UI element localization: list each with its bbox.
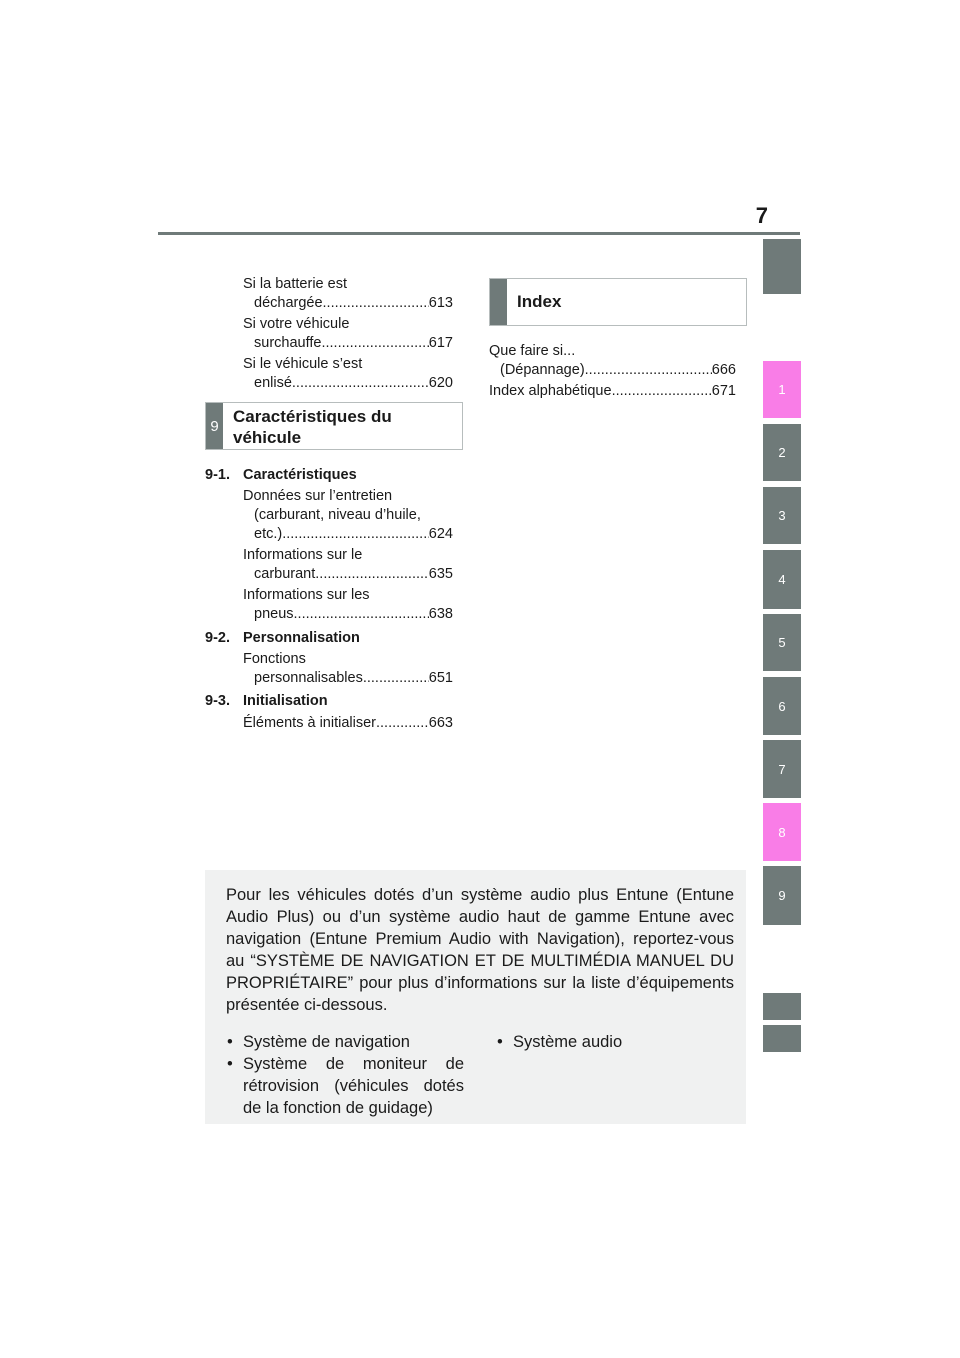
- side-tab-3[interactable]: 3: [763, 487, 801, 544]
- page-ref: 671: [711, 383, 736, 399]
- toc-entry[interactable]: Éléments à initialiser ..... 663: [243, 714, 453, 733]
- toc-entry[interactable]: Informations sur le carburant ..... 635: [243, 546, 453, 584]
- toc-entry[interactable]: Fonctions personnalisables ..... 651: [243, 650, 453, 688]
- index-tab-marker: [490, 279, 507, 325]
- note-text: Pour les véhicules dotés d’un système audio plus Entune (Entune Audio Plus) ou d’un système audio haut de gamme Entune avec navigation (Entune Premium Audio with Navigation), reportez-vous au “SYSTÈME DE NAVIGATION ET DE MULTIMÉDIA MANUEL DU PROPRIÉTAIRE” pour plus d’informations sur la liste d’équipements présentée ci-dessous.: [226, 886, 734, 1014]
- toc-entry[interactable]: Si le véhicule s’est enlisé ..... 620: [243, 355, 453, 393]
- page-ref: 638: [428, 606, 453, 622]
- side-tab-8[interactable]: 8: [763, 803, 801, 861]
- index-title: Index: [517, 292, 562, 311]
- side-tab-5[interactable]: 5: [763, 614, 801, 671]
- page-ref: 620: [428, 375, 453, 391]
- section-9-3-heading[interactable]: 9-3. Initialisation: [205, 693, 328, 709]
- toc-entry[interactable]: Si la batterie est déchargée ..... 613: [243, 275, 453, 313]
- side-tab-index-a[interactable]: [763, 993, 801, 1020]
- side-tab-7[interactable]: 7: [763, 740, 801, 798]
- list-item: • Système de navigation: [227, 1033, 410, 1051]
- list-item: • Système audio: [497, 1033, 623, 1051]
- chapter-number: 9: [206, 403, 223, 449]
- page-ref: 635: [428, 566, 453, 582]
- side-tab-6[interactable]: 6: [763, 677, 801, 735]
- section-9-2-heading[interactable]: 9-2. Personnalisation: [205, 630, 360, 646]
- note-box: [205, 870, 746, 1124]
- side-tab-1[interactable]: 1: [763, 361, 801, 418]
- side-tab-index-b[interactable]: [763, 1025, 801, 1052]
- toc-entry[interactable]: Informations sur les pneus ..... 638: [243, 586, 453, 624]
- toc-entry[interactable]: Si votre véhicule surchauffe ..... 617: [243, 315, 453, 353]
- toc-entry[interactable]: Index alphabétique ..... 671: [489, 382, 736, 401]
- page-ref: 617: [428, 335, 453, 351]
- page-ref: 651: [428, 670, 453, 686]
- chapter-9-header[interactable]: [205, 402, 463, 450]
- top-rule: [158, 232, 800, 235]
- toc-entry[interactable]: Données sur l’entretien (carburant, niveau d’huile, etc.) ..... 624: [243, 487, 453, 544]
- side-tab-4[interactable]: 4: [763, 550, 801, 609]
- chapter-title: Caractéristiques du véhicule: [233, 407, 392, 447]
- page-ref: 666: [711, 362, 736, 378]
- page-ref: 613: [428, 295, 453, 311]
- side-tab-2[interactable]: 2: [763, 424, 801, 481]
- side-tab-9[interactable]: 9: [763, 866, 801, 925]
- toc-entry[interactable]: Que faire si... (Dépannage) ..... 666: [489, 342, 736, 380]
- page-ref: 663: [428, 715, 453, 731]
- list-item: • Système de moniteur de rétrovision (véhicules dotés de la fonction de guidage): [227, 1055, 464, 1117]
- index-header[interactable]: [489, 278, 747, 326]
- page-number: 7: [755, 203, 768, 228]
- page-ref: 624: [428, 526, 453, 542]
- side-tab-top[interactable]: [763, 239, 801, 294]
- section-9-1-heading[interactable]: 9-1. Caractéristiques: [205, 467, 357, 483]
